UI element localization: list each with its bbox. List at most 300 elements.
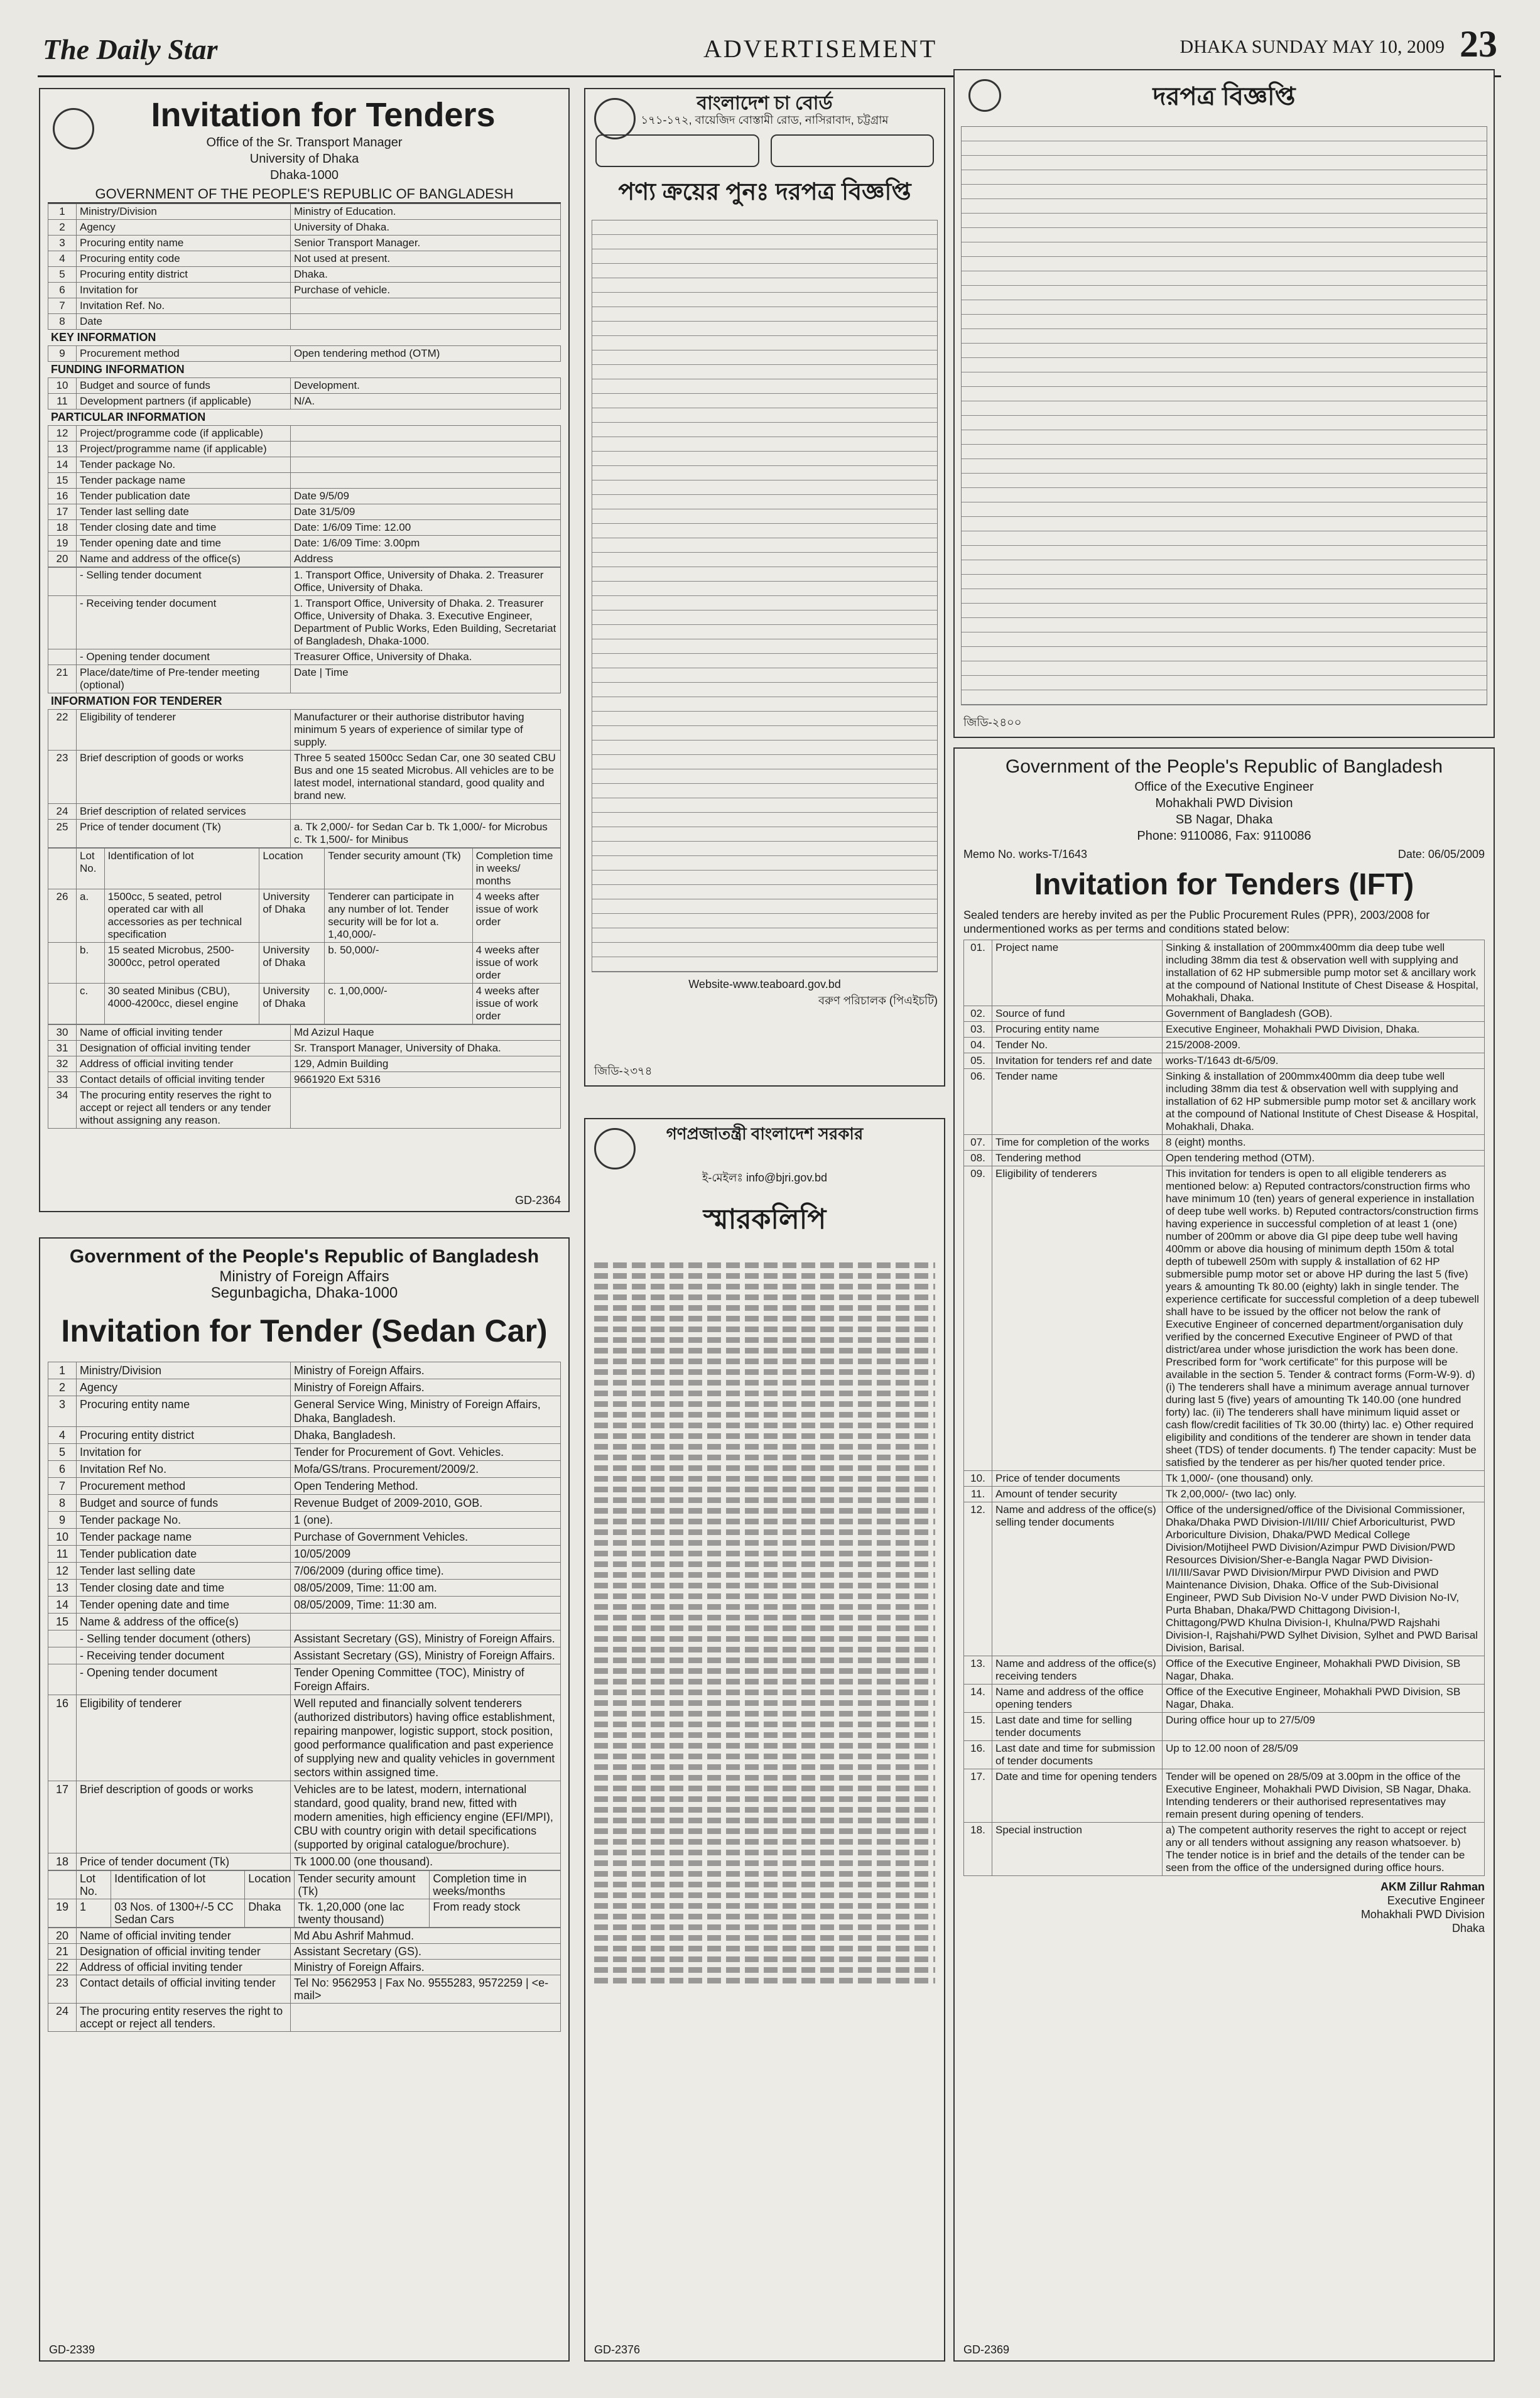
row-value: a. Tk 2,000/- for Sedan Car b. Tk 1,000/- for Microbus c. Tk 1,500/- for Minibus [291, 820, 561, 848]
row-value [291, 2004, 561, 2032]
table-row [48, 1781, 561, 1853]
text-line [594, 1380, 935, 1386]
memo-body [594, 1257, 935, 1988]
row-label: Procuring entity code [77, 251, 291, 267]
notice-row [962, 199, 1487, 214]
notice-row [962, 690, 1487, 705]
table-row [48, 1495, 561, 1512]
notice-row [592, 524, 937, 538]
row-value: N/A. [291, 394, 561, 410]
key-info-heading: KEY INFORMATION [51, 331, 156, 344]
notice-row [592, 654, 937, 668]
notice-row [592, 452, 937, 466]
row-number: 7 [48, 1478, 77, 1495]
row-label: Tender package name [77, 1529, 291, 1546]
row-number: 12 [48, 426, 77, 442]
text-line [594, 1561, 935, 1567]
notice-row [592, 885, 937, 899]
text-line [594, 1764, 935, 1770]
row-number: 17. [964, 1769, 992, 1823]
lot-cell: b. [77, 943, 105, 984]
row-value [291, 473, 561, 489]
row-value: works-T/1643 dt-6/5/09. [1163, 1053, 1485, 1069]
row-value: 9661920 Ext 5316 [291, 1072, 561, 1088]
row-value: Assistant Secretary (GS). [291, 1944, 561, 1960]
row-number: 30 [48, 1025, 77, 1041]
row-label: Tender closing date and time [77, 520, 291, 536]
lot-header-cell: Tender security amount (Tk) [325, 849, 472, 889]
row-value: Tender will be opened on 28/5/09 at 3.00pm in the office of the Executive Engineer, Mohakhali PWD Division, SB Nagar, Dhaka. Intending tenderers or their authorised representatives may remain present during opening of tenders. [1163, 1769, 1485, 1823]
row-number: 2 [48, 220, 77, 236]
row-value: Md Azizul Haque [291, 1025, 561, 1041]
notice-row [592, 538, 937, 553]
text-line [594, 1807, 935, 1813]
row-number: 5 [48, 267, 77, 283]
ad-title: Invitation for Tenders (IFT) [1034, 868, 1414, 901]
row-number: 18 [48, 520, 77, 536]
text-line [594, 1657, 935, 1663]
ad-mofa-sedan-tender [39, 1237, 570, 2362]
row-label: Procuring entity name [77, 236, 291, 251]
text-line [594, 1337, 935, 1343]
row-value: Address [291, 551, 561, 567]
funding-table [48, 377, 561, 410]
notice-row [962, 257, 1487, 271]
row-label: Brief description of goods or works [77, 1781, 291, 1853]
ad-title: Invitation for Tender (Sedan Car) [61, 1313, 548, 1348]
notice-row [962, 401, 1487, 416]
row-value: Date 9/5/09 [291, 489, 561, 504]
intro-text: Sealed tenders are hereby invited as per the Public Procurement Rules (PPR), 2003/2008 for undermentioned works as per terms and conditions stated below: [963, 909, 1430, 935]
notice-row [592, 264, 937, 278]
lot-security: Tk. 1,20,000 (one lac twenty thousand) [295, 1899, 430, 1928]
notice-row [592, 466, 937, 480]
row-value: General Service Wing, Ministry of Foreign Affairs, Dhaka, Bangladesh. [291, 1396, 561, 1427]
notice-row [592, 408, 937, 423]
text-line [594, 1273, 935, 1279]
ad-code: জিডি-২৪০০ [963, 716, 1022, 729]
notice-row [592, 480, 937, 495]
row-value: 215/2008-2009. [1163, 1038, 1485, 1053]
notice-row [592, 914, 937, 928]
row-number: 19 [48, 1899, 77, 1928]
text-line [594, 1476, 935, 1482]
table-row [964, 1471, 1485, 1487]
table-row [48, 1396, 561, 1427]
row-label: Tender publication date [77, 489, 291, 504]
table-row [48, 426, 561, 442]
notice-row [592, 697, 937, 712]
table-row [48, 1529, 561, 1546]
lot-header-cell: Identification of lot [111, 1871, 245, 1899]
table-row [964, 1769, 1485, 1823]
table-row [964, 1685, 1485, 1713]
row-label: Price of tender document (Tk) [77, 820, 291, 848]
notice-row [962, 517, 1487, 531]
text-line [594, 1860, 935, 1866]
table-row [48, 536, 561, 551]
row-number: 6 [48, 283, 77, 298]
table-row [48, 1056, 561, 1072]
notice-row [592, 307, 937, 322]
row-value: Date: 1/6/09 Time: 3.00pm [291, 536, 561, 551]
text-line [594, 1572, 935, 1578]
row-label: Procurement method [77, 1478, 291, 1495]
row-number: 33 [48, 1072, 77, 1088]
notice-row [962, 242, 1487, 257]
notice-row [962, 300, 1487, 315]
notice-row [592, 856, 937, 871]
row-label: Procurement method [77, 346, 291, 362]
row-number: 11 [48, 394, 77, 410]
row-number: 9 [48, 1512, 77, 1529]
row-value: Open Tendering Method. [291, 1478, 561, 1495]
row-label: Procuring entity name [77, 1396, 291, 1427]
notice-row [962, 560, 1487, 575]
row-value: Assistant Secretary (GS), Ministry of Foreign Affairs. [291, 1630, 561, 1647]
row-value: Office of the undersigned/office of the Divisional Commissioner, Dhaka/Dhaka PWD Division-I/II/III/ Chief Arboriculturist, PWD Arboriculture Division, Dhaka/PWD Medical College Division/Motijheel PWD Division/Azimpur PWD Division/PWD Resources Division/Sher-e-Bangla Nagar PWD Division-I/II/III/Savar PWD Division/Mirpur PWD Division and PWD Maintenance Division, Dhaka. Office of the Sub-Divisional Engineer, PWD Sub Division No-V under PWD Division No-IV, Purta Bhaban, Dhaka/PWD Chittagong Division-I, Chittagong/PWD Khulna Division-I, Khulna/PWD Rajshahi Division-I, Rajshahi/PWD Sylhet Division, Sylhet and PWD Barisal Division, Barisal. [1163, 1502, 1485, 1656]
notice-row [592, 350, 937, 365]
row-value: Sr. Transport Manager, University of Dhaka. [291, 1041, 561, 1056]
row-label: Contact details of official inviting tender [77, 1975, 291, 2004]
text-line [594, 1786, 935, 1791]
text-line [594, 1284, 935, 1289]
text-line [594, 1593, 935, 1599]
row-value: University of Dhaka. [291, 220, 561, 236]
lot-cell: 15 seated Microbus, 2500-3000cc, petrol operated [104, 943, 259, 984]
row-number: 15. [964, 1713, 992, 1741]
notice-row [962, 286, 1487, 300]
lot-header-cell: Lot No. [77, 1871, 111, 1899]
table-row [48, 442, 561, 457]
text-line [594, 1914, 935, 1919]
row-value: Sinking & installation of 200mmx400mm dia deep tube well including 38mm dia test & observation well with supplying and installation of 62 HP submersible pump motor set & ancillary work at the compound of National Institute of Chest Disease & Hospital, Mohakhali, Dhaka. [1163, 940, 1485, 1006]
row-value: Revenue Budget of 2009-2010, GOB. [291, 1495, 561, 1512]
row-label: Agency [77, 1379, 291, 1396]
row-value: Treasurer Office, University of Dhaka. [291, 649, 561, 665]
notice-row [962, 632, 1487, 647]
row-number: 01. [964, 940, 992, 1006]
notice-row [592, 639, 937, 654]
division-address: SB Nagar, Dhaka [1175, 813, 1273, 827]
lot-cell: b. 50,000/- [325, 943, 472, 984]
row-label: - Selling tender document (others) [77, 1630, 291, 1647]
text-line [594, 1754, 935, 1759]
lot-cell: c. 1,00,000/- [325, 984, 472, 1024]
row-value: 08/05/2009, Time: 11:30 am. [291, 1597, 561, 1614]
notice-row [592, 625, 937, 639]
row-value: Dhaka, Bangladesh. [291, 1427, 561, 1444]
row-value [291, 457, 561, 473]
row-number: 04. [964, 1038, 992, 1053]
text-line [594, 1647, 935, 1652]
lot-row: 26 a. 1500cc, 5 seated, petrol operated car with all accessories as per technical specification University of Dhaka Tenderer can participate in any number of lot. Tender security will be for lot a. 1,40,000/- 4 weeks after issue of work order [48, 889, 561, 943]
text-line [594, 1775, 935, 1781]
org-name: গণপ্রজাতন্ত্রী বাংলাদেশ সরকার [666, 1124, 864, 1143]
gov-emblem-icon [968, 79, 1001, 115]
row-value: Office of the Executive Engineer, Mohakhali PWD Division, SB Nagar, Dhaka. [1163, 1656, 1485, 1685]
notice-row [962, 156, 1487, 170]
ad-title: Invitation for Tenders [151, 96, 496, 134]
notice-row [962, 430, 1487, 445]
text-line [594, 1871, 935, 1877]
notice-row [592, 928, 937, 943]
memo-title: স্মারকলিপি [703, 1204, 827, 1235]
gov-emblem-icon [594, 1128, 636, 1173]
row-label: Invitation for [77, 1444, 291, 1461]
row-number: 06. [964, 1069, 992, 1135]
notice-title: দরপত্র বিজ্ঞপ্তি [1152, 83, 1296, 111]
lot-cell: c. [77, 984, 105, 1024]
row-value: Senior Transport Manager. [291, 236, 561, 251]
notice-row [962, 170, 1487, 185]
row-value: Ministry of Education. [291, 204, 561, 220]
table-row [48, 204, 561, 220]
notice-row [592, 293, 937, 307]
row-label: Development partners (if applicable) [77, 394, 291, 410]
text-line [594, 1625, 935, 1631]
notice-row [592, 437, 937, 452]
row-value: Mofa/GS/trans. Procurement/2009/2. [291, 1461, 561, 1478]
row-label: Project/programme name (if applicable) [77, 442, 291, 457]
lot-header-cell: Tender security amount (Tk) [295, 1871, 430, 1899]
text-line [594, 1850, 935, 1855]
row-value: This invitation for tenders is open to all eligible tenderers as mentioned below: a) Reputed contractors/construction firms who have minimum 10 (ten) years of general experience in installation of deep tube well works. b) Reputed contractors/construction firms having experience in successful completion of at least 1 (one) number of 200mm or above dia GI pipe deep tube well having 400mm or above dia housing of minimum depth 150m & total depth of tubewell 250m with supply & installation of 62 HP submersible pump motor set or above HP during the last 5 (five) years & amounting Tk 80.00 (eighty) lakh in single tender. The experience certificate for successful completion of a deep tubewell shall have to be issued by the officer not below the rank of Executive Engineer of concerned department/organisation duly verified by the concerned Executive Engineer of PWD of that district/area under whose jurisdiction the work has been done. Prescribed form for "work certificate" for this purpose will be available in the section 5. Tender & contract forms (Form-W-9). d) (i) The tenderers shall have a minimum average annual turnover during last 5 (five) years of amounting Tk 140.00 (one hundred forty) lac. (ii) The tenderers shall have minimum liquid asset or cash flow/credit facilities of Tk 30.00 (thirty) lac. e) Other required eligibility and conditions of the tenderer are shown in tender data sheet (TDS) of tender documents. f) The tender capacity: Must be satisfied by the tenderer as per his/her quoted tender price. [1163, 1166, 1485, 1471]
table-row [48, 520, 561, 536]
notice-row [592, 509, 937, 524]
row-value: Ministry of Foreign Affairs. [291, 1960, 561, 1975]
lot-cell: University of Dhaka [259, 943, 325, 984]
row-number: 10 [48, 1529, 77, 1546]
text-line [594, 1369, 935, 1375]
row-label: Name and address of the office(s) selling tender documents [992, 1502, 1163, 1656]
text-line [594, 1391, 935, 1396]
row-label: Tender opening date and time [77, 536, 291, 551]
signatory-division: Mohakhali PWD Division [1360, 1908, 1485, 1921]
lot-table [48, 848, 561, 1024]
row-number: 05. [964, 1053, 992, 1069]
row-label: Name of official inviting tender [77, 1025, 291, 1041]
row-label: The procuring entity reserves the right to accept or reject all tenders or any tender without assigning any reason. [77, 1088, 291, 1129]
row-number: 22 [48, 710, 77, 751]
table-row [964, 1038, 1485, 1053]
row-label: Tender closing date and time [77, 1580, 291, 1597]
tenderer-table [48, 709, 561, 848]
text-line [594, 1551, 935, 1556]
lot-row [48, 943, 561, 984]
notice-row [592, 741, 937, 755]
table-row [964, 1151, 1485, 1166]
row-label: Special instruction [992, 1823, 1163, 1876]
memo-date: Date: 06/05/2009 [1397, 848, 1485, 860]
row-label: - Receiving tender document [77, 1647, 291, 1664]
table-row [48, 1630, 561, 1647]
row-value: Tender Opening Committee (TOC), Ministry of Foreign Affairs. [291, 1664, 561, 1695]
text-line [594, 1722, 935, 1727]
table-row [48, 1664, 561, 1695]
table-row [964, 1006, 1485, 1022]
row-label: Invitation Ref No. [77, 1461, 291, 1478]
row-value: Date | Time [291, 665, 561, 693]
notice-row [962, 661, 1487, 676]
row-label: Last date and time for submission of tender documents [992, 1741, 1163, 1769]
row-number: 16 [48, 489, 77, 504]
ministry-address: Segunbagicha, Dhaka-1000 [210, 1284, 398, 1301]
text-line [594, 1262, 935, 1268]
table-row [964, 1166, 1485, 1471]
notice-row [592, 769, 937, 784]
row-label: Procuring entity name [992, 1022, 1163, 1038]
text-line [594, 1423, 935, 1428]
row-label: Time for completion of the works [992, 1135, 1163, 1151]
row-number: 20 [48, 551, 77, 567]
lot-cell: 4 weeks after issue of work order [472, 889, 560, 943]
notice-row [962, 344, 1487, 358]
table-row [48, 251, 561, 267]
row-value: 7/06/2009 (during office time). [291, 1563, 561, 1580]
row-number [48, 1647, 77, 1664]
notice-row [592, 957, 937, 972]
text-line [594, 1828, 935, 1834]
row-value [291, 314, 561, 330]
particular-table [48, 425, 561, 567]
notice-row [592, 423, 937, 437]
row-number: 10 [48, 378, 77, 394]
table-row [48, 1379, 561, 1396]
text-line [594, 1604, 935, 1610]
table-row [48, 1597, 561, 1614]
notice-row [592, 683, 937, 697]
division-name: Mohakhali PWD Division [1155, 796, 1293, 810]
text-line [594, 1839, 935, 1845]
row-label: Name of official inviting tender [77, 1928, 291, 1944]
notice-row [962, 474, 1487, 488]
text-line [594, 1519, 935, 1524]
ad-code: GD-2369 [963, 2343, 1010, 2356]
notice-row [962, 185, 1487, 199]
table-row [964, 940, 1485, 1006]
text-line [594, 1924, 935, 1930]
table-row [48, 504, 561, 520]
row-number: 24 [48, 804, 77, 820]
org-address: ১৭১-১৭২, বায়েজিদ বোস্তামী রোড, নাসিরাবাদ, চট্টগ্রাম [641, 114, 889, 126]
table-row [48, 283, 561, 298]
row-number: 16 [48, 1695, 77, 1781]
text-line [594, 1882, 935, 1887]
text-line [594, 1818, 935, 1823]
notice-row [962, 502, 1487, 517]
row-value: 10/05/2009 [291, 1546, 561, 1563]
row-label: Procuring entity district [77, 267, 291, 283]
row-label: Budget and source of funds [77, 1495, 291, 1512]
table-row [48, 314, 561, 330]
row-number: 4 [48, 1427, 77, 1444]
row-label: Invitation Ref. No. [77, 298, 291, 314]
official-table [48, 1928, 561, 2032]
row-value: Sinking & installation of 200mmx400mm dia deep tube well including 38mm dia test & observation well with supplying and installation of 62 HP submersible pump motor set & ancillary work at the compound of National Institute of Chest Disease & Hospital, Mohakhali, Dhaka. [1163, 1069, 1485, 1135]
lot-identification: 03 Nos. of 1300+/-5 CC Sedan Cars [111, 1899, 245, 1928]
notice-row [592, 899, 937, 914]
row-value: Executive Engineer, Mohakhali PWD Division, Dhaka. [1163, 1022, 1485, 1038]
website: Website-www.teaboard.gov.bd [688, 978, 841, 990]
table-row [964, 1502, 1485, 1656]
notice-row [592, 798, 937, 813]
row-number: 3 [48, 1396, 77, 1427]
lot-cell: a. [77, 889, 105, 943]
lot-row [48, 984, 561, 1024]
notice-row [592, 755, 937, 769]
notice-row [592, 495, 937, 509]
row-value: Up to 12.00 noon of 28/5/09 [1163, 1741, 1485, 1769]
notice-row [592, 336, 937, 350]
notice-row [962, 416, 1487, 430]
notice-row [962, 127, 1487, 141]
row-label: Price of tender document (Tk) [77, 1853, 291, 1870]
signatory-city: Dhaka [1451, 1922, 1485, 1934]
text-line [594, 1903, 935, 1909]
row-label: Amount of tender security [992, 1487, 1163, 1502]
row-label: Price of tender documents [992, 1471, 1163, 1487]
notice-table [592, 220, 938, 972]
funding-heading: FUNDING INFORMATION [51, 363, 185, 376]
row-label: Tender opening date and time [77, 1597, 291, 1614]
notice-row [592, 726, 937, 741]
phone: Phone: 9110086, Fax: 9110086 [1137, 829, 1311, 843]
notice-row [962, 676, 1487, 690]
ad-bangla-tender-notice [953, 69, 1495, 738]
table-row [48, 1461, 561, 1478]
row-label: Tender package name [77, 473, 291, 489]
university-name: University of Dhaka [249, 152, 359, 166]
row-label: Name and address of the office(s) [77, 551, 291, 567]
ad-code: GD-2339 [49, 2343, 95, 2356]
ift-table [963, 940, 1485, 1876]
row-label: Procuring entity district [77, 1427, 291, 1444]
table-row [48, 1362, 561, 1379]
row-value: 1. Transport Office, University of Dhaka. 2. Treasurer Office, University of Dhaka. 3. Executive Engineer, Department of Public Works, Eden Building, Secretariat of Bangladesh, Dhaka-1000. [291, 596, 561, 649]
table-row [48, 1512, 561, 1529]
ad-code: জিডি-২৩৭৪ [594, 1065, 653, 1077]
notice-row [962, 604, 1487, 618]
row-value: Manufacturer or their authorise distributor having minimum 5 years of experience of similar type of supply. [291, 710, 561, 751]
text-line [594, 1892, 935, 1898]
table-row [48, 1427, 561, 1444]
row-number: 2 [48, 1379, 77, 1396]
dateline: DHAKA SUNDAY MAY 10, 2009 [1179, 36, 1445, 57]
lot-cell: Tenderer can participate in any number of lot. Tender security will be for lot a. 1,40,000/- [325, 889, 472, 943]
row-number: 20 [48, 1928, 77, 1944]
notice-row [962, 445, 1487, 459]
row-number: 9 [48, 346, 77, 362]
row-value [291, 426, 561, 442]
text-line [594, 1508, 935, 1514]
office-name: Office of the Executive Engineer [1134, 780, 1314, 794]
notice-row [592, 553, 937, 567]
memo-number: Memo No. works-T/1643 [963, 848, 1088, 860]
text-line [594, 1946, 935, 1951]
row-value: Tender for Procurement of Govt. Vehicles. [291, 1444, 561, 1461]
row-label: Designation of official inviting tender [77, 1944, 291, 1960]
tenderer-heading: INFORMATION FOR TENDERER [51, 695, 222, 707]
text-line [594, 1978, 935, 1983]
notice-row [592, 842, 937, 856]
slogan-box [771, 134, 935, 167]
text-line [594, 1732, 935, 1738]
lot-number: 1 [77, 1899, 111, 1928]
row-label: Last date and time for selling tender documents [992, 1713, 1163, 1741]
row-number: 1 [48, 204, 77, 220]
row-number [48, 1664, 77, 1695]
